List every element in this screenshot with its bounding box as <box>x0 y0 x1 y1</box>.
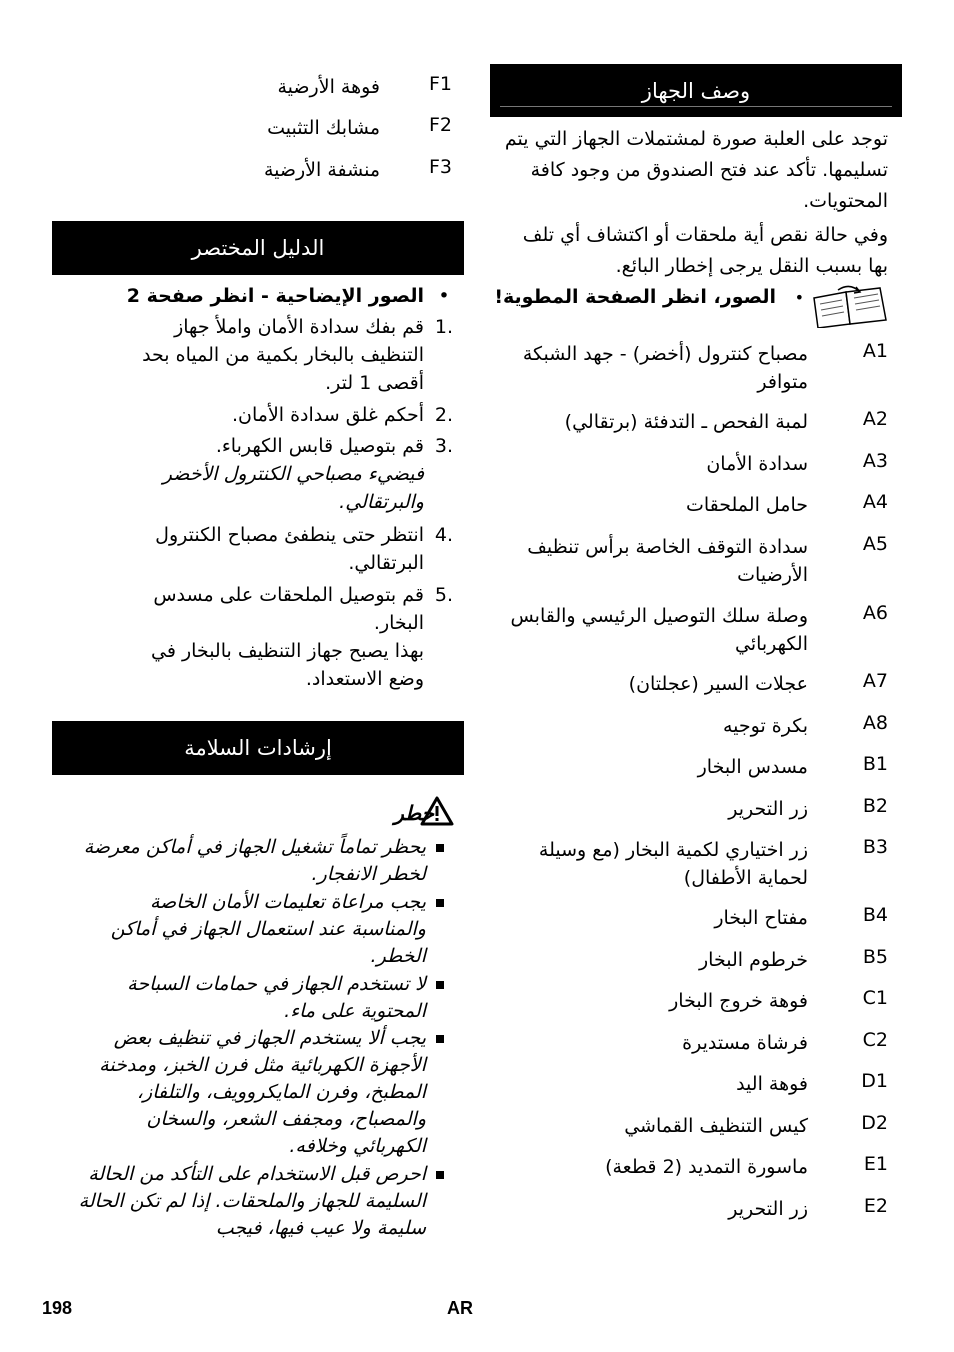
step-4: 4. انتظر حتى ينطفئ مصباح الكنترول البرتقالي. <box>155 524 454 574</box>
square-bullet-mark <box>436 981 444 989</box>
part-code: C1 <box>862 987 888 1009</box>
part-code: A4 <box>862 491 888 513</box>
part-code: D2 <box>861 1112 888 1134</box>
part-label: فوهة اليد <box>736 1073 808 1095</box>
part-code: B5 <box>862 946 888 968</box>
part-code: A7 <box>862 670 888 692</box>
part-label: سدادة التوقف الخاصة برأس تنظيف الأرضيات <box>527 536 808 586</box>
part-label: فرشاة مستديرة <box>682 1032 808 1054</box>
step-5-extra: بهذا يصبح جهاز التنظيف بالبخار في وضع الاستعداد. <box>151 640 424 690</box>
square-bullet-mark <box>436 1171 444 1179</box>
part-code: B2 <box>862 795 888 817</box>
part-code: B4 <box>862 904 888 926</box>
step-1: 1. قم بفك سدادة الأمان واملأ جهاز التنظيف بالبخار بكمية من المياه بحد أقصى 1 لتر. <box>142 316 454 394</box>
bullet-dot: • <box>794 288 804 307</box>
part-label: سدادة الأمان <box>706 453 808 475</box>
safety-text: يجب مراعاة تعليمات الأمان الخاصة والمناسبة عند استعمال الجهاز في أماكن الخطر. <box>110 891 426 967</box>
part-row <box>500 1112 888 1140</box>
part-row <box>52 156 452 184</box>
section-title: وصف الجهاز <box>641 78 751 103</box>
part-code: A3 <box>862 450 888 472</box>
part-label: مسدس البخار <box>697 756 808 778</box>
part-row <box>500 946 888 974</box>
part-code: A2 <box>862 408 888 430</box>
part-row <box>500 987 888 1015</box>
page-number: 198 <box>42 1298 73 1318</box>
safety-item <box>62 971 454 1025</box>
quick-guide-header <box>52 221 464 275</box>
part-row <box>500 795 888 823</box>
part-label: فوهة الأرضية <box>277 76 380 98</box>
quick-guide-title: الدليل المختصر <box>191 236 325 260</box>
part-row <box>500 602 888 658</box>
part-row <box>500 1153 888 1181</box>
language-code: AR <box>447 1298 473 1318</box>
part-code: D1 <box>861 1070 888 1092</box>
safety-text: يحظر تماماً تشغيل الجهاز في أماكن معرضة لخطر الانفجار. <box>83 836 426 885</box>
part-code: A6 <box>862 602 888 624</box>
part-label: زر التحرير <box>728 798 808 820</box>
part-label: حامل الملحقات <box>685 494 808 516</box>
part-code: B1 <box>862 753 888 775</box>
part-label: زر التحرير <box>728 1198 808 1220</box>
step-5-text: قم بتوصيل الملحقات على مسدس البخار. <box>153 584 424 634</box>
danger-label: خطر <box>394 801 434 825</box>
safety-text: يجب ألا يستخدم الجهاز في تنظيف بعض الأجهزة الكهربائية مثل فرن الخبز، ومدخنة المطبخ، وفرن المايكروويف، والتلفاز، والمصباح، ومجفف الشعر، والسخان الكهربائي وخلافه. <box>99 1027 426 1157</box>
quick-guide-bullet: • الصور الإيضاحية - انظر صفحة 2 <box>64 282 464 310</box>
step-3-text: قم بتوصيل قابس الكهرباء. <box>215 435 424 457</box>
section-header <box>490 64 902 117</box>
safety-text: لا تستخدم الجهاز في حمامات السباحة المحتوية على ماء. <box>127 973 426 1022</box>
step-5: 5. قم بتوصيل الملحقات على مسدس البخار. بهذا يصبح جهاز التنظيف بالبخار في وضع الاستعداد. <box>52 581 464 693</box>
safety-header <box>52 721 464 775</box>
part-label: فوهة خروج البخار <box>669 990 808 1012</box>
part-code: E1 <box>863 1153 888 1175</box>
part-code: A8 <box>862 712 888 734</box>
part-row <box>500 1070 888 1098</box>
square-bullet-mark <box>436 1035 444 1043</box>
part-row <box>500 1195 888 1223</box>
square-bullet-mark <box>436 844 444 852</box>
part-row <box>500 836 888 892</box>
part-label: عجلات السير (عجلتان) <box>628 673 808 695</box>
part-code: C2 <box>862 1029 888 1051</box>
part-code: F1 <box>428 73 452 95</box>
intro-paragraph-2: وفي حالة نقص أية ملحقات أو اكتشاف أي تلف بها بسبب النقل يرجى إخطار البائع. <box>522 224 888 277</box>
part-code: E2 <box>863 1195 888 1217</box>
safety-item <box>62 1025 454 1160</box>
safety-text: احرص قبل الاستخدام على التأكد من الحالة السليمة للجهاز والملحقات. إذا لم تكن الحالة سليمة ولا عيب فيها، فيجب <box>78 1163 426 1239</box>
part-label: مفتاح البخار <box>714 907 808 929</box>
step-3: 3. قم بتوصيل قابس الكهرباء. فيضيء مصباحي الكنترول الأخضر والبرتقالي. <box>52 432 464 516</box>
step-2: 2. أحكم غلق سدادة الأمان. <box>231 404 454 426</box>
part-label: مصباح كنترول (أخضر) - جهد الشبكة متوافر <box>522 343 808 393</box>
part-label: كيس التنظيف القماشي <box>624 1115 808 1137</box>
part-code: F2 <box>428 114 452 136</box>
square-bullet <box>426 971 454 1025</box>
part-label: مشابك التثبيت <box>267 117 380 139</box>
part-label: وصلة سلك التوصيل الرئيسي والقابس الكهربائي <box>510 605 808 655</box>
step-3-note: فيضيء مصباحي الكنترول الأخضر والبرتقالي. <box>162 463 424 513</box>
part-row <box>500 904 888 932</box>
intro-paragraph: توجد على العلبة صورة لمشتملات الجهاز التي يتم تسليمها. تأكد عند فتح الصندوق من وجود كافة المحتويات. <box>504 128 888 212</box>
part-label: لمبة الفحص ـ التدفئة (برتقالي) <box>564 411 808 433</box>
part-label: ماسورة التمديد (2 قطعة) <box>605 1156 808 1178</box>
header-rule <box>500 106 892 107</box>
safety-item <box>62 1161 454 1242</box>
part-row <box>500 670 888 698</box>
part-row <box>500 340 888 396</box>
bullet-dot: • <box>438 285 450 307</box>
safety-title: إرشادات السلامة <box>184 736 332 760</box>
safety-item <box>62 889 454 970</box>
part-code: A5 <box>862 533 888 555</box>
part-label: زر اختياري لكمية البخار (مع وسيلة لحماية الأطفال) <box>538 839 808 889</box>
part-row <box>500 1029 888 1057</box>
part-label: منشفة الأرضية <box>263 159 380 181</box>
square-bullet <box>426 889 454 970</box>
safety-item <box>62 834 454 888</box>
square-bullet-mark <box>436 899 444 907</box>
part-label: خرطوم البخار <box>699 949 808 971</box>
part-code: B3 <box>862 836 888 858</box>
square-bullet <box>426 1025 454 1160</box>
part-row <box>52 114 452 142</box>
see-pictures-note <box>494 284 888 328</box>
see-pictures-text: الصور، انظر الصفحة المطوية! <box>494 286 776 308</box>
part-code: A1 <box>862 340 888 362</box>
square-bullet <box>426 1161 454 1242</box>
danger-label-row <box>394 796 454 830</box>
part-row <box>500 753 888 781</box>
part-row <box>500 491 888 519</box>
part-label: بكرة توجيه <box>722 715 808 737</box>
part-row <box>500 712 888 740</box>
square-bullet <box>426 834 454 888</box>
part-row <box>500 408 888 436</box>
part-row <box>500 450 888 478</box>
book-icon <box>810 284 888 332</box>
part-row <box>52 73 452 101</box>
part-row <box>500 533 888 589</box>
part-code: F3 <box>428 156 452 178</box>
